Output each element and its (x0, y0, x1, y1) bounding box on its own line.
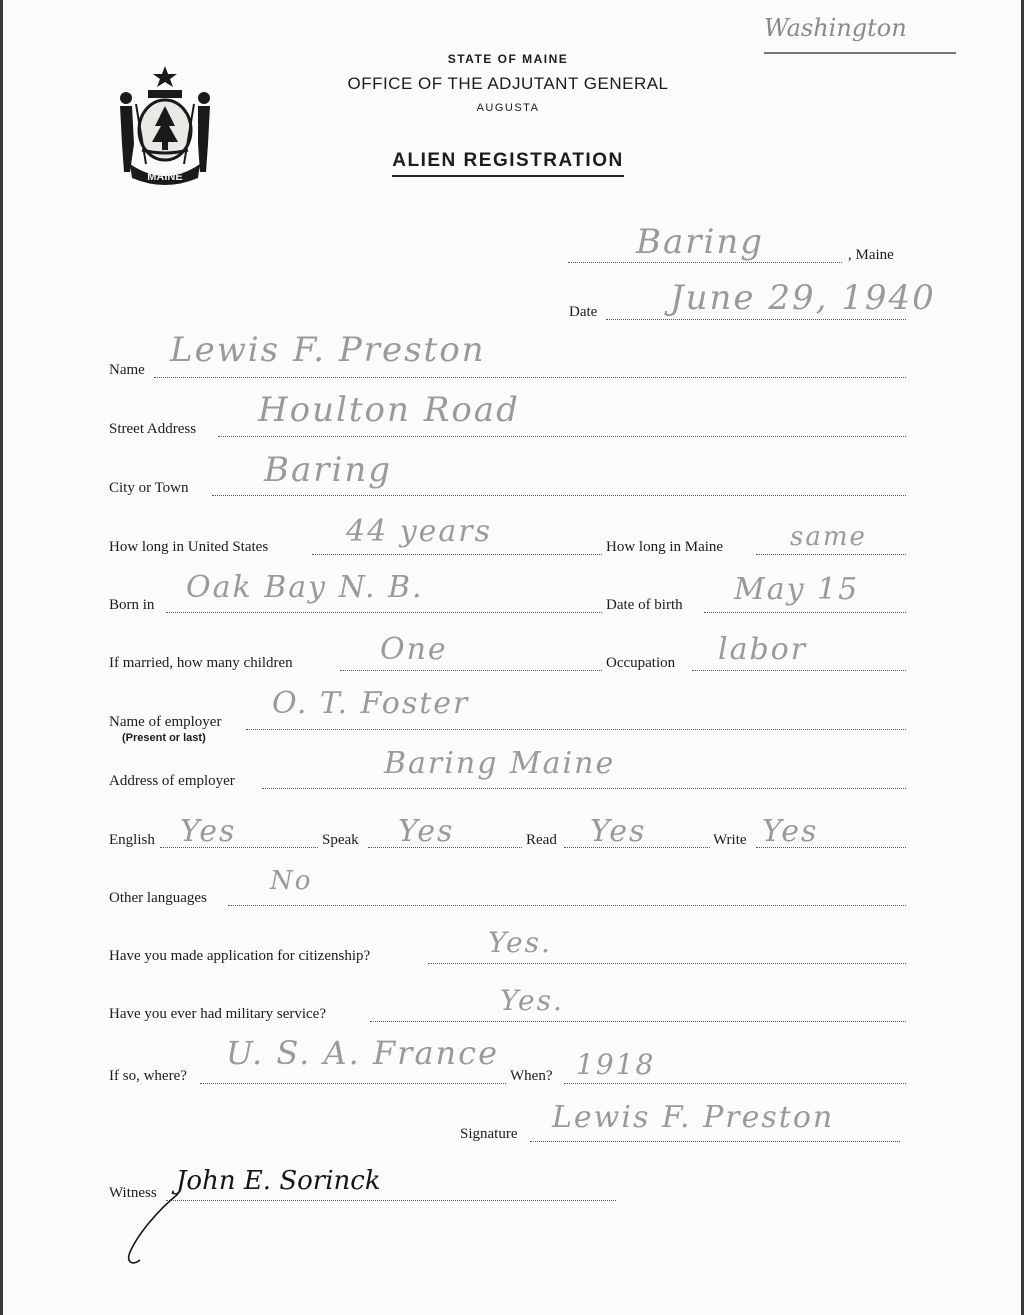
date-label: Date (569, 304, 598, 320)
when-label: When? (510, 1068, 553, 1084)
how-long-us-label: How long in United States (109, 539, 269, 555)
town-value: Baring (636, 222, 765, 262)
corner-note-county: Washington (764, 14, 907, 42)
when-value: 1918 (576, 1048, 656, 1081)
how-long-maine-label: How long in Maine (606, 539, 724, 555)
header-office: OFFICE OF THE ADJUTANT GENERAL (347, 74, 669, 93)
city-label: City or Town (109, 480, 189, 496)
english-value: Yes (180, 814, 237, 849)
english-label: English (109, 832, 155, 848)
other-languages-value: No (270, 866, 313, 896)
citizenship-value: Yes. (488, 926, 552, 959)
read-label: Read (526, 832, 557, 848)
witness-label: Witness (109, 1185, 157, 1201)
employer-name-label: Name of employer (109, 714, 222, 730)
citizenship-label: Have you made application for citizenship? (109, 948, 371, 964)
employer-address-label: Address of employer (109, 773, 235, 789)
military-label: Have you ever had military service? (109, 1006, 326, 1022)
write-label: Write (713, 832, 747, 848)
form-title: ALIEN REGISTRATION (392, 150, 623, 177)
header-state: STATE OF MAINE (447, 52, 569, 66)
military-value: Yes. (500, 984, 564, 1017)
seal-banner-text: MAINE (147, 171, 183, 183)
date-of-birth-value: May 15 (734, 572, 860, 607)
corner-note-underline (764, 52, 956, 54)
speak-value: Yes (398, 814, 455, 849)
other-languages-label: Other languages (109, 890, 207, 906)
street-address-value: Houlton Road (258, 390, 520, 430)
witness-flourish (118, 1190, 188, 1270)
street-address-label: Street Address (109, 421, 197, 437)
write-value: Yes (762, 814, 819, 849)
signature-label: Signature (460, 1126, 518, 1142)
occupation-label: Occupation (606, 655, 676, 671)
how-long-maine-value: same (790, 522, 867, 552)
witness-signature: John E. Sorinck (176, 1166, 381, 1196)
where-label: If so, where? (109, 1068, 187, 1084)
speak-label: Speak (322, 832, 359, 848)
date-of-birth-label: Date of birth (606, 597, 683, 613)
town-suffix: , Maine (848, 247, 894, 263)
header-city: AUGUSTA (476, 102, 540, 114)
read-value: Yes (590, 814, 647, 849)
signature-value: Lewis F. Preston (552, 1100, 835, 1135)
born-in-value: Oak Bay N. B. (186, 570, 424, 605)
children-value: One (380, 632, 448, 667)
children-label: If married, how many children (109, 655, 293, 671)
where-value: U. S. A. France (226, 1034, 499, 1072)
date-value: June 29, 1940 (670, 278, 936, 318)
born-in-label: Born in (109, 597, 155, 613)
city-value: Baring (264, 450, 393, 490)
name-label: Name (109, 362, 145, 378)
employer-address-value: Baring Maine (384, 746, 616, 781)
employer-name-value: O. T. Foster (272, 686, 470, 721)
name-value: Lewis F. Preston (170, 330, 486, 370)
how-long-us-value: 44 years (346, 514, 493, 549)
occupation-value: labor (718, 632, 808, 667)
employer-name-sublabel: (Present or last) (122, 732, 206, 744)
